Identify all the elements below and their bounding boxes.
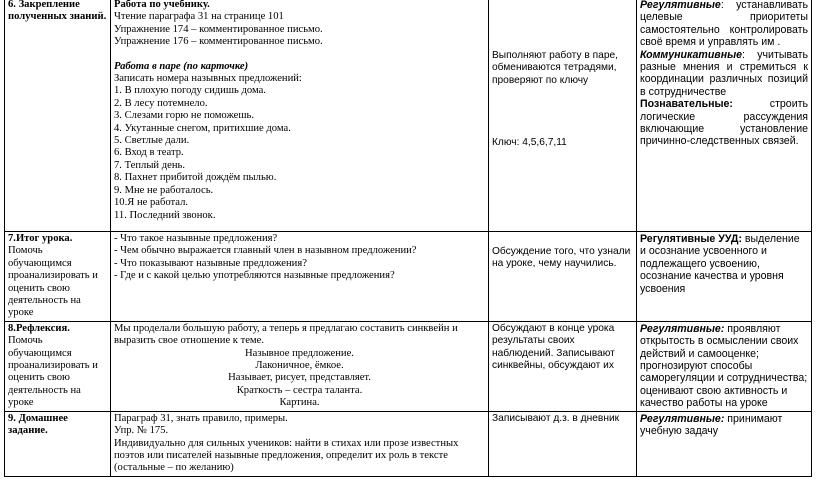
list-item: 9. Мне не работалось. [114,184,214,196]
uud-cell [637,321,812,411]
student-activity-text: Выполняют работу в паре, обмениваются тетрадями, проверяют по ключу [492,50,618,86]
cinquain-line: Назывное предложение. [245,347,354,359]
cinquain-line: Лаконичное, ёмкое. [255,360,344,372]
stage-cell [5,0,111,232]
uud-label: Регулятивные: [640,322,725,335]
uud-label: Регулятивные: [640,412,725,425]
question-line: - Чем обычно выражается главный член в назывном предложении? [114,245,417,257]
uud-cell [637,411,812,476]
task-text: Записать номера назывных предложений: [114,73,302,85]
list-item: 8. Пахнет прибитой дождём пылью. [114,172,277,184]
homework-line: Параграф 31, знать правило, примеры. [114,412,288,424]
section-heading: Работа по учебнику. [114,0,210,10]
list-item: 5. Светлые дали. [114,135,190,147]
cinquain-line: Краткость – сестра таланта. [236,384,363,396]
stage-goal: Помочь обучающимся проанализировать и оценить свою деятельность на уроке [8,245,98,319]
stage-title: 7.Итог урока. [8,233,73,244]
uud-regulatory [640,0,808,49]
answer-key: Ключ: 4,5,6,7,11 [492,137,567,149]
uud-cognitive [640,98,808,148]
teacher-activity-cell [111,232,489,322]
uud-regulatory [640,233,808,295]
reflection-intro: Мы проделали большую работу, а теперь я предлагаю составить синквейн и выразить свое отношение к теме. [114,322,458,347]
uud-label: Регулятивные [640,0,721,11]
uud-text: : устанавливать целевые приоритеты самостоятельно контролировать своё время и управлять им . [640,0,808,49]
table-row-homework [5,411,812,476]
text-line: Упражнение 176 – комментированное письмо. [114,36,323,48]
spacer [114,49,485,61]
uud-text: проявляют открытость в осмыслении своих действий и самооценке; прогнозируют способы саморегуляции и сотрудничества; оценивают свою активность и качество работы на уроке [640,322,808,410]
list-item: 7. Теплый день. [114,159,185,171]
student-activity-cell [489,321,637,411]
teacher-activity-cell [111,0,489,232]
list-item: 1. В плохую погоду сидишь дома. [114,85,266,97]
uud-label: Познавательные: [640,98,733,111]
list-item: 2. В лесу потемнело. [114,97,208,109]
list-item: 4. Укутанные снегом, притихшие дома. [114,122,291,134]
uud-text: выделение и осознание усвоенного и подлежащего усвоению, осознание качества и уровня усвоения [640,233,800,295]
uud-cell [637,0,812,232]
stage-goal: Помочь обучающимся проанализировать и оценить свою деятельность на уроке [8,335,98,409]
question-line: - Что показывают назывные предложения? [114,257,307,269]
table-row-consolidation [5,0,812,232]
list-item: 11. Последний звонок. [114,209,216,221]
spacer [492,87,633,137]
uud-text: строить логические рассуждения включающие установление причинно-следственных связей. [640,98,808,148]
uud-text: : учитывать разные мнения и стремиться к координации различных позиций в сотрудничестве [640,48,808,98]
cinquain-line: Называет, рисует, представляет. [228,372,371,384]
student-activity-text: Записывают д.з. в дневник [492,412,620,424]
student-activity-text: Обсуждают в конце урока результаты своих наблюдений. Записывают синквейны, обсуждают их [492,322,615,372]
stage-cell [5,411,111,476]
uud-communicative [640,49,808,99]
stage-cell [5,232,111,322]
list-item: 10.Я не работал. [114,197,189,209]
student-activity-cell [489,232,637,322]
section-heading: Работа в паре (по карточке) [114,60,249,72]
text-line: Чтение параграфа 31 на странице 101 [114,11,284,23]
student-activity-text: Обсуждение того, что узнали на уроке, чему научились. [492,246,631,270]
uud-label: Регулятивные УУД: [640,233,742,245]
student-activity-cell [489,0,637,232]
uud-regulatory [640,413,808,438]
uud-text: принимают учебную задачу [640,412,783,438]
lesson-plan-table [4,0,812,477]
stage-title: 8.Рефлексия. [8,322,70,334]
table-row-reflection [5,321,812,411]
stage-title: 6. Закрепление полученных знаний. [8,0,107,23]
student-activity-cell [489,411,637,476]
uud-label: Коммуникативные [640,48,743,61]
question-line: - Где и с какой целью употребляются назывные предложения? [114,270,395,282]
stage-cell [5,321,111,411]
homework-line: Упр. № 175. [114,425,169,437]
cinquain-line: Картина. [279,397,320,409]
list-item: 6. Вход в театр. [114,147,184,159]
teacher-activity-cell [111,411,489,476]
uud-cell [637,232,812,322]
stage-title: 9. Домашнее задание. [8,412,68,437]
teacher-activity-cell [111,321,489,411]
table-row-summary [5,232,812,322]
question-line: - Что такое назывные предложения? [114,233,278,244]
homework-line: Индивидуально для сильных учеников: найти в стихах или прозе известных поэтов или писателей назывные предложения, определит их роль в тексте (остальные – по желанию) [114,437,459,474]
list-item: 3. Слезами горю не поможешь. [114,110,254,122]
uud-regulatory [640,323,808,410]
text-line: Упражнение 174 – комментированное письмо. [114,23,323,35]
